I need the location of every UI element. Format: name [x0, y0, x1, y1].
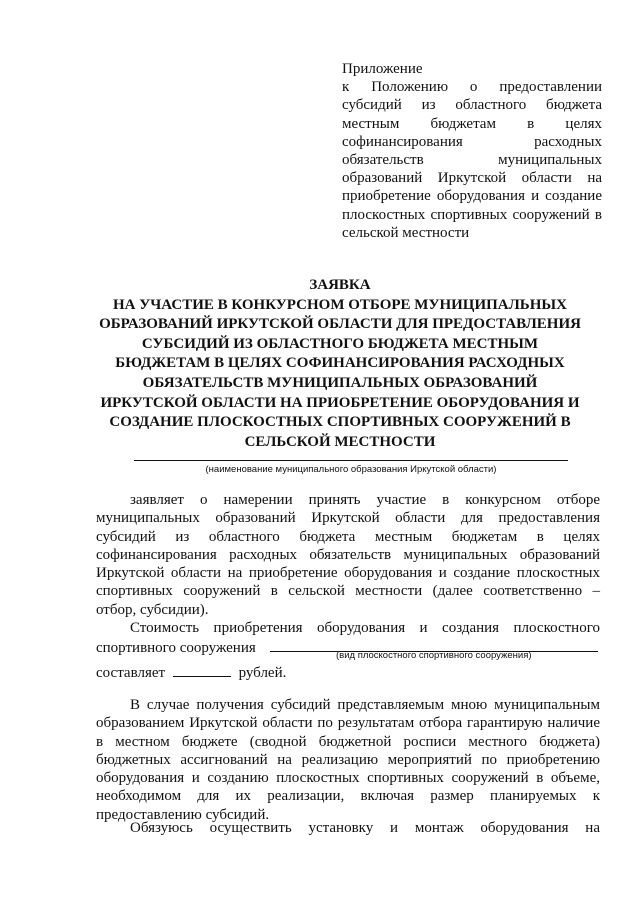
title-line: СОЗДАНИЕ ПЛОСКОСТНЫХ СПОРТИВНЫХ СООРУЖЕНИЙ В — [109, 414, 571, 431]
amount-suffix: рублей. — [238, 665, 287, 681]
guarantee-line: оборудования и созданию плоскостных спортивных сооружений в объеме, — [96, 770, 600, 787]
appendix-line: приобретение оборудования и создание — [342, 188, 602, 205]
document-title — [90, 276, 590, 452]
title-line: ОБРАЗОВАНИЙ ИРКУТСКОЙ ОБЛАСТИ ДЛЯ ПРЕДОСТАВЛЕНИЯ — [99, 316, 581, 333]
cost-line: Стоимость приобретения оборудования и создания плоскостного — [130, 620, 600, 636]
title-line: ОБЯЗАТЕЛЬСТВ МУНИЦИПАЛЬНЫХ ОБРАЗОВАНИЙ — [142, 374, 538, 391]
facility-type-caption: (вид плоскостного спортивного сооружения) — [336, 650, 532, 661]
appendix-line: плоскостных спортивных сооружений в — [342, 206, 602, 223]
municipality-name-caption: (наименование муниципального образования Иркутской области) — [205, 464, 497, 475]
appendix-line: местным бюджетам в целях — [342, 115, 602, 132]
declaration-line: спортивных сооружений в сельской местности (далее соответственно – — [96, 583, 600, 600]
appendix-line: к Положению о предоставлении — [342, 79, 602, 96]
appendix-line: сельской местности — [342, 224, 470, 241]
obligation-paragraph — [96, 819, 600, 837]
declaration-paragraph — [96, 491, 600, 619]
guarantee-line: в местном бюджете (сводной бюджетной росписи местного бюджета) — [96, 733, 600, 750]
title-line: СЕЛЬСКОЙ МЕСТНОСТИ — [244, 433, 436, 450]
obligation-line: Обязуюсь осуществить установку и монтаж оборудования на — [130, 820, 600, 836]
amount-line — [96, 662, 600, 682]
title-line: СУБСИДИЙ ИЗ ОБЛАСТНОГО БЮДЖЕТА МЕСТНЫМ — [141, 335, 539, 352]
appendix-line: субсидий из областного бюджета — [342, 97, 602, 114]
appendix-note — [342, 60, 602, 242]
guarantee-line: В случае получения субсидий представляемым мною муниципальным — [130, 697, 600, 713]
declaration-line: заявляет о намерении принять участие в конкурсном отборе — [130, 492, 600, 508]
appendix-line: обязательств муниципальных — [342, 152, 602, 169]
declaration-line: отбор, субсидии). — [96, 601, 209, 618]
title-line: БЮДЖЕТАМ В ЦЕЛЯХ СОФИНАНСИРОВАНИЯ РАСХОДНЫХ — [115, 355, 565, 372]
cost-line: спортивного сооружения — [96, 640, 256, 657]
municipality-name-field[interactable] — [134, 460, 568, 461]
declaration-line: субсидий из областного бюджета местным бюджетам в целях — [96, 528, 600, 545]
title-line: ИРКУТСКОЙ ОБЛАСТИ НА ПРИОБРЕТЕНИЕ ОБОРУДОВАНИЯ И — [100, 394, 580, 411]
guarantee-line: образованием Иркутской области по результатам отбора гарантирую наличие — [96, 715, 600, 732]
title-line: ЗАЯВКА — [309, 277, 371, 293]
guarantee-line: предоставлению субсидий. — [96, 806, 270, 823]
amount-field[interactable] — [173, 662, 231, 677]
guarantee-line: необходимом для их реализации, включая размер планируемых к — [96, 788, 600, 805]
guarantee-paragraph — [96, 696, 600, 824]
declaration-line: софинансирования расходных обязательств муниципальных образований — [96, 546, 600, 563]
appendix-line: образований Иркутской области на — [342, 170, 602, 187]
amount-prefix: составляет — [96, 665, 166, 681]
guarantee-line: бюджетных ассигнований на реализацию мероприятий по приобретению — [96, 751, 600, 768]
appendix-line: софинансирования расходных — [342, 133, 602, 150]
declaration-line: муниципальных образований Иркутской области для предоставления — [96, 510, 600, 527]
declaration-line: Иркутской области на приобретение оборудования и создание плоскостных — [96, 565, 600, 582]
appendix-line: Приложение — [342, 61, 423, 77]
title-line: НА УЧАСТИЕ В КОНКУРСНОМ ОТБОРЕ МУНИЦИПАЛЬНЫХ — [113, 296, 567, 313]
